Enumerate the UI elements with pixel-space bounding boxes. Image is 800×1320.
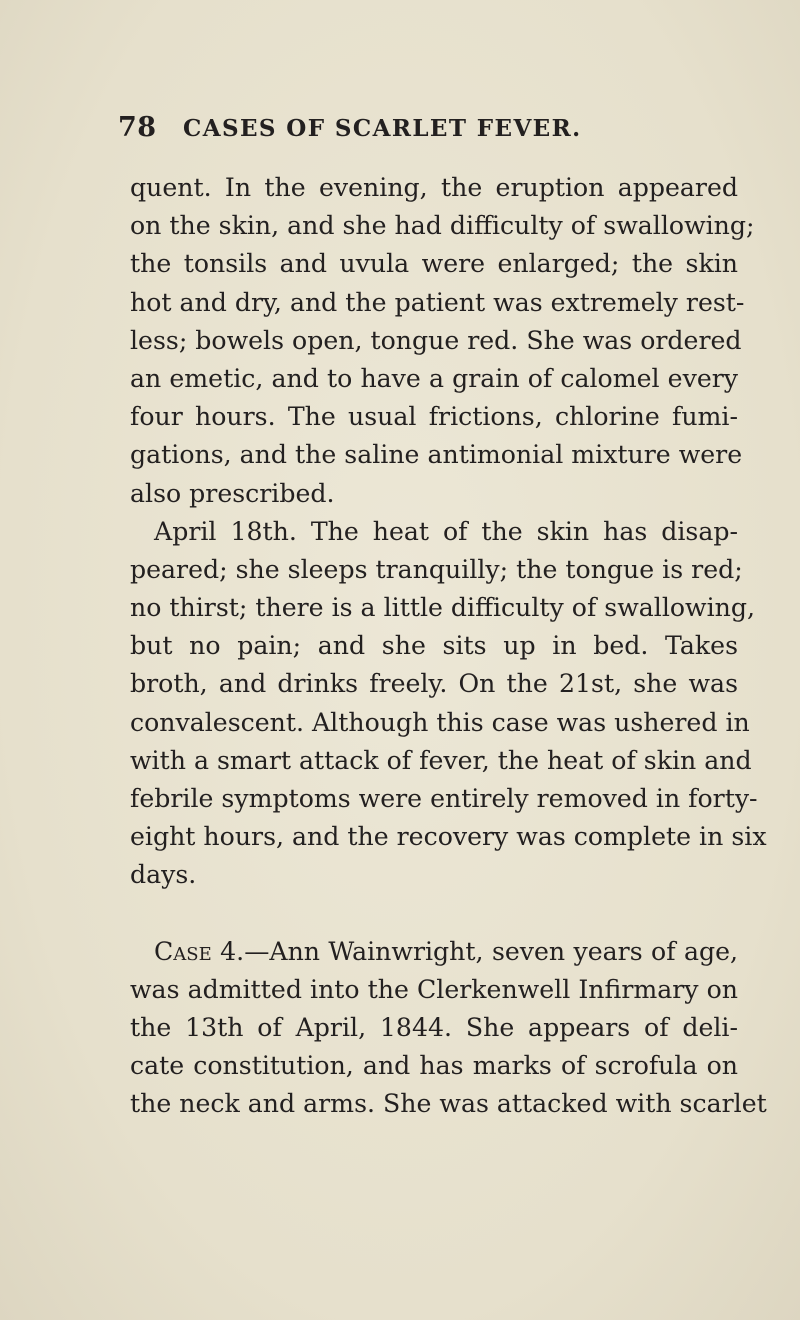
text-line: eight hours, and the recovery was complete in six bbox=[130, 822, 767, 852]
text-line: April 18th. The heat of the skin has disap- bbox=[154, 516, 738, 546]
paragraph-3 bbox=[130, 933, 767, 1124]
text-line: no thirst; there is a little difficulty of swallowing, bbox=[130, 593, 756, 623]
body-text bbox=[130, 169, 767, 1124]
text-line: less; bowels open, tongue red. She was ordered bbox=[130, 325, 742, 355]
running-head: CASES OF SCARLET FEVER. bbox=[183, 115, 582, 142]
text-line bbox=[130, 933, 738, 971]
page-number: 78 bbox=[118, 112, 157, 143]
case-intro-text: —Ann Wainwright, seven years of age, bbox=[244, 936, 738, 966]
text-line: quent. In the evening, the eruption appeared bbox=[130, 173, 738, 202]
text-line: broth, and drinks freely. On the 21st, she was bbox=[130, 669, 738, 699]
text-line: four hours. The usual frictions, chlorine fumi- bbox=[130, 402, 738, 432]
text-line: convalescent. Although this case was ushered in bbox=[130, 707, 750, 737]
paragraph-1 bbox=[130, 169, 755, 513]
text-line: the neck and arms. She was attacked with scarlet bbox=[130, 1089, 767, 1119]
text-line: gations, and the saline antimonial mixture were bbox=[130, 440, 743, 470]
text-line: with a smart attack of fever, the heat of skin and bbox=[130, 745, 752, 775]
paragraph-gap bbox=[130, 895, 738, 933]
text-line: the tonsils and uvula were enlarged; the skin bbox=[130, 249, 738, 279]
text-line: was admitted into the Clerkenwell Infirmary on bbox=[130, 974, 738, 1004]
text-line: febrile symptoms were entirely removed in forty- bbox=[130, 784, 758, 813]
text-line: hot and dry, and the patient was extremely rest- bbox=[130, 287, 745, 317]
text-line: the 13th of April, 1844. She appears of deli- bbox=[130, 1012, 738, 1042]
text-line: days. bbox=[130, 860, 197, 890]
text-line: an emetic, and to have a grain of calomel every bbox=[130, 363, 738, 393]
text-line: also prescribed. bbox=[130, 478, 335, 508]
page-header bbox=[118, 112, 738, 152]
text-line: cate constitution, and has marks of scrofula on bbox=[130, 1051, 738, 1081]
text-line: but no pain; and she sits up in bed. Takes bbox=[130, 631, 738, 661]
case-label: Case 4. bbox=[154, 936, 245, 966]
paragraph-2 bbox=[130, 513, 767, 895]
text-line: peared; she sleeps tranquilly; the tongue is red; bbox=[130, 554, 743, 584]
text-line: on the skin, and she had difficulty of swallowing; bbox=[130, 211, 755, 241]
